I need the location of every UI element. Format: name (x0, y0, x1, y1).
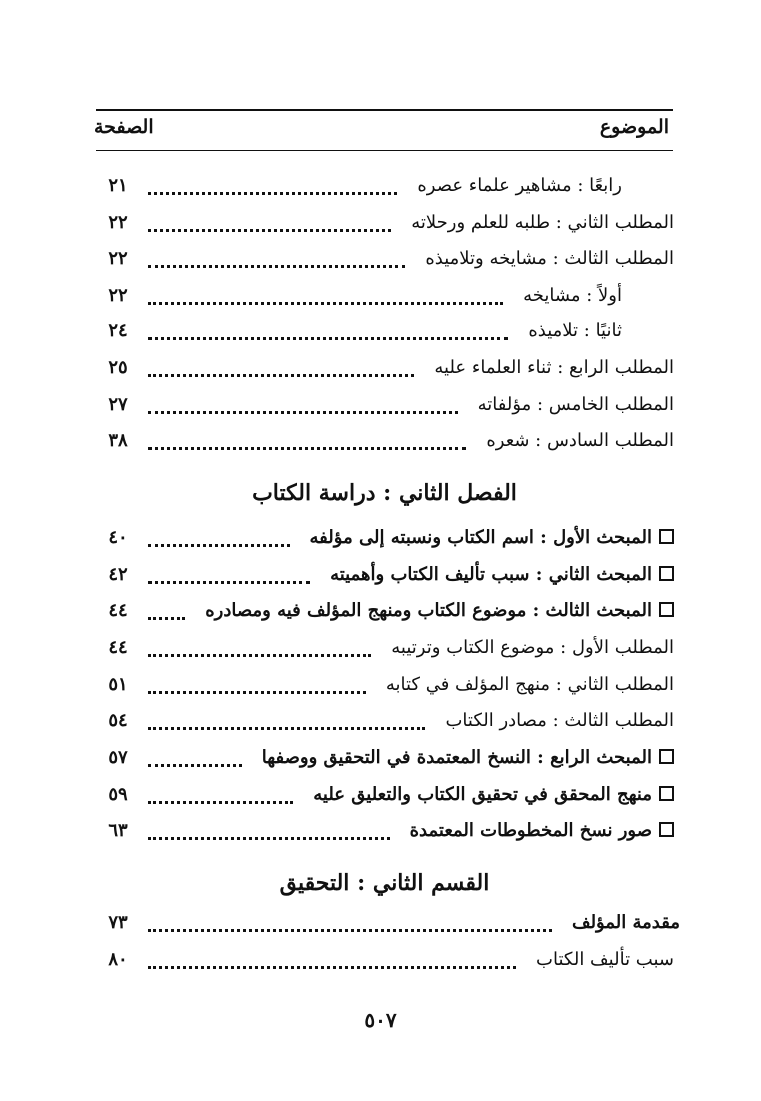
entry-title: مقدمة المؤلف (566, 905, 680, 941)
entry-page: ٣٨ (108, 430, 128, 451)
leader-dots (148, 251, 405, 268)
entry-page: ٤٠ (108, 527, 128, 548)
leader-dots (148, 323, 508, 340)
entry-title (307, 777, 674, 813)
leader-dots (148, 640, 371, 657)
entry-title-text: المبحث الثالث : موضوع الكتاب ومنهج المؤلف فيه ومصادره (205, 600, 652, 621)
entry-page: ٢٢ (108, 212, 128, 233)
toc-entry (98, 777, 674, 813)
toc-entry (98, 168, 674, 204)
header-top-rule (96, 109, 673, 111)
entry-page: ٦٣ (108, 820, 128, 841)
entry-title: رابعًا : مشاهير علماء عصره (411, 168, 622, 204)
toc-entry (98, 278, 674, 314)
entry-title-text: المبحث الأول : اسم الكتاب ونسبته إلى مؤلفه (309, 527, 652, 548)
leader-dots (148, 677, 366, 694)
entry-title (324, 557, 674, 593)
entry-page: ٤٤ (108, 637, 128, 658)
toc-entry (98, 813, 674, 849)
entry-title: المطلب الثاني : منهج المؤلف في كتابه (380, 667, 674, 703)
entry-page: ٢٢ (108, 248, 128, 269)
leader-dots (148, 952, 516, 969)
entry-title-text: صور نسخ المخطوطات المعتمدة (409, 820, 652, 841)
entry-page: ٨٠ (108, 949, 128, 970)
entry-page: ٥١ (108, 674, 128, 695)
toc-entry (98, 593, 674, 629)
entry-page: ٥٤ (108, 710, 128, 731)
entry-title: أولاً : مشايخه (517, 278, 622, 314)
leader-dots (148, 178, 397, 195)
checkbox-square-icon (659, 602, 674, 617)
checkbox-square-icon (659, 566, 674, 581)
topic-column-header: الموضوع (599, 116, 669, 138)
leader-dots (148, 915, 552, 932)
toc-entry (98, 905, 680, 941)
leader-dots (148, 360, 414, 377)
toc-entry (98, 241, 674, 277)
leader-dots (148, 823, 390, 840)
entry-title (256, 740, 674, 776)
entry-title (304, 520, 674, 556)
entry-page: ٥٧ (108, 747, 128, 768)
checkbox-square-icon (659, 749, 674, 764)
toc-entry (98, 520, 674, 556)
chapter-two-heading: الفصل الثاني : دراسة الكتاب (252, 480, 517, 506)
part-two-heading: القسم الثاني : التحقيق (279, 870, 490, 896)
page-number: ٥٠٧ (364, 1008, 397, 1032)
leader-dots (148, 530, 290, 547)
entry-title (404, 813, 674, 849)
toc-entry (98, 350, 674, 386)
toc-entry (98, 387, 674, 423)
toc-entry (98, 667, 674, 703)
entry-page: ٢٢ (108, 285, 128, 306)
page-column-header: الصفحة (94, 116, 154, 138)
toc-entry (98, 313, 674, 349)
toc-entry (98, 423, 674, 459)
leader-dots (148, 603, 185, 620)
leader-dots (148, 433, 466, 450)
entry-title-text: المبحث الرابع : النسخ المعتمدة في التحقيق ووصفها (261, 747, 652, 768)
entry-title: المطلب الثاني : طلبه للعلم ورحلاته (405, 205, 674, 241)
entry-title: المطلب الثالث : مشايخه وتلاميذه (419, 241, 674, 277)
entry-title-text: منهج المحقق في تحقيق الكتاب والتعليق عليه (313, 784, 652, 805)
entry-title: المطلب الخامس : مؤلفاته (472, 387, 674, 423)
entry-title-text: المبحث الثاني : سبب تأليف الكتاب وأهميته (330, 564, 652, 585)
leader-dots (148, 713, 425, 730)
entry-page: ٢٤ (108, 320, 128, 341)
checkbox-square-icon (659, 529, 674, 544)
entry-page: ٤٢ (108, 564, 128, 585)
leader-dots (148, 215, 391, 232)
entry-title: ثانيًا : تلاميذه (522, 313, 622, 349)
entry-title: المطلب السادس : شعره (480, 423, 674, 459)
entry-title: سبب تأليف الكتاب (530, 942, 674, 978)
entry-page: ٥٩ (108, 784, 128, 805)
leader-dots (148, 288, 503, 305)
entry-title: المطلب الأول : موضوع الكتاب وترتيبه (385, 630, 674, 666)
toc-entry (98, 942, 674, 978)
entry-title (199, 593, 674, 629)
entry-page: ٧٣ (108, 912, 128, 933)
toc-entry (98, 740, 674, 776)
header-bottom-rule (96, 150, 673, 151)
toc-entry (98, 205, 674, 241)
leader-dots (148, 750, 242, 767)
leader-dots (148, 567, 310, 584)
toc-entry (98, 630, 674, 666)
checkbox-square-icon (659, 786, 674, 801)
entry-title: المطلب الثالث : مصادر الكتاب (439, 703, 674, 739)
leader-dots (148, 397, 458, 414)
checkbox-square-icon (659, 822, 674, 837)
entry-page: ٢٧ (108, 394, 128, 415)
entry-page: ٤٤ (108, 600, 128, 621)
entry-page: ٢١ (108, 175, 128, 196)
entry-title: المطلب الرابع : ثناء العلماء عليه (428, 350, 674, 386)
toc-entry (98, 557, 674, 593)
toc-entry (98, 703, 674, 739)
leader-dots (148, 787, 293, 804)
entry-page: ٢٥ (108, 357, 128, 378)
